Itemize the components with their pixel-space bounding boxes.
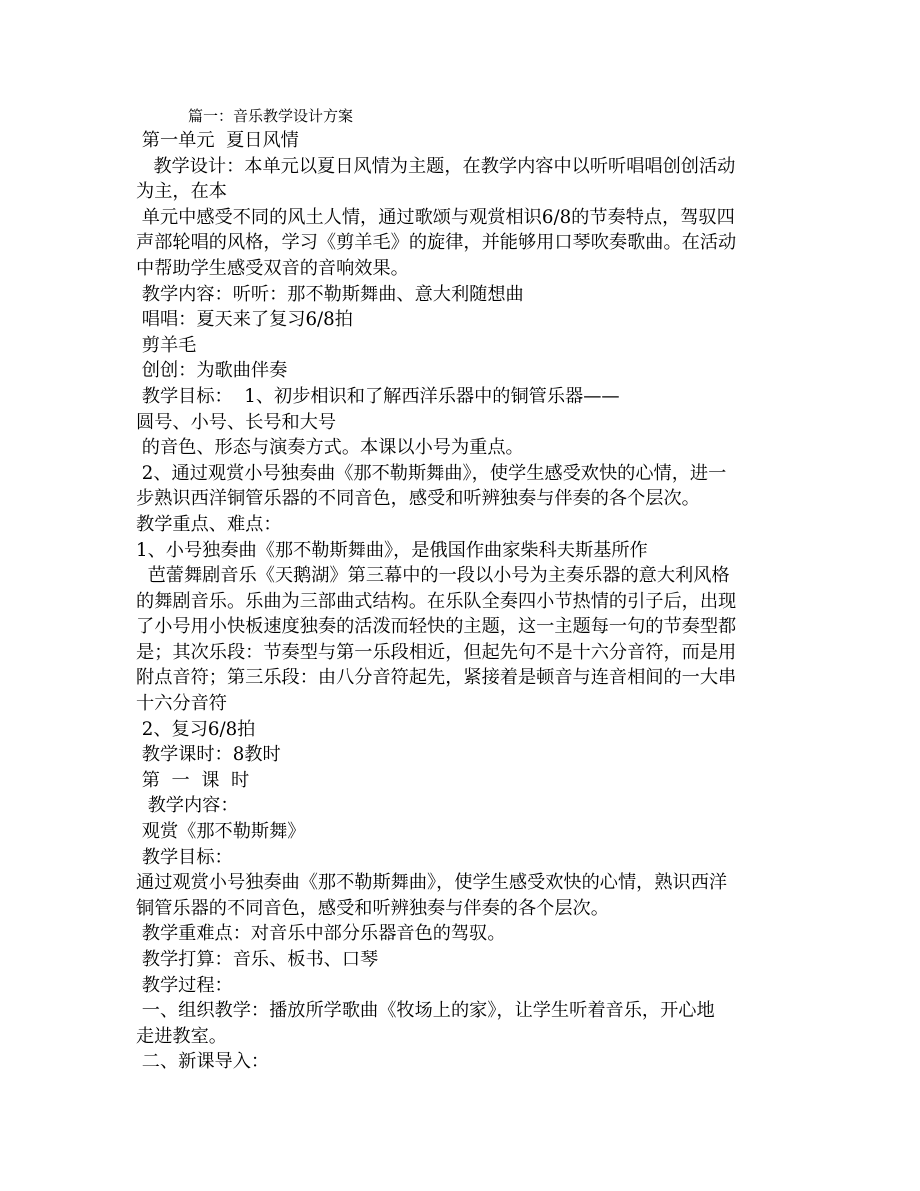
text-line: 教学目标： 1、初步相识和了解西洋乐器中的铜管乐器—— bbox=[136, 385, 620, 407]
text-line: 的音色、形态与演奏方式。本课以小号为重点。 bbox=[136, 437, 524, 459]
text-line: 2、通过观赏小号独奏曲《那不勒斯舞曲》，使学生感受欢快的心情，进一 bbox=[136, 462, 727, 484]
text-line: 声部轮唱的风格，学习《剪羊毛》的旋律，并能够用口琴吹奏歌曲。在活动 bbox=[136, 232, 737, 254]
text-line: 芭蕾舞剧音乐《天鹅湖》第三幕中的一段以小号为主奏乐器的意大利风格 bbox=[136, 565, 730, 587]
text-line: 第一单元 夏日风情 bbox=[136, 130, 299, 151]
text-line: 十六分音符 bbox=[136, 693, 227, 715]
text-line: 教学打算：音乐、板书、口琴 bbox=[136, 949, 379, 970]
text-line: 教学课时：8教时 bbox=[136, 744, 281, 766]
text-line: 了小号用小快板速度独奏的活泼而轻快的主题，这一主题每一句的节奏型都 bbox=[136, 616, 737, 638]
text-line: 唱唱：夏天来了复习6/8拍 bbox=[136, 309, 353, 331]
text-line: 2、复习6/8拍 bbox=[136, 718, 256, 740]
text-line: 是；其次乐段：节奏型与第一乐段相近，但起先句不是十六分音符，而是用 bbox=[136, 641, 737, 663]
text-line: 铜管乐器的不同音色，感受和听辨独奏与伴奏的各个层次。 bbox=[136, 897, 609, 919]
text-line: 附点音符；第三乐段：由八分音符起先，紧接着是顿音与连音相间的一大串 bbox=[136, 667, 737, 689]
document-body bbox=[136, 128, 796, 1075]
text-line: 走进教室。 bbox=[136, 1025, 227, 1047]
text-line: 为主，在本 bbox=[136, 181, 227, 203]
document-heading: 篇一：音乐教学设计方案 bbox=[188, 107, 354, 125]
text-line: 的舞剧音乐。乐曲为三部曲式结构。在乐队全奏四小节热情的引子后，出现 bbox=[136, 590, 737, 612]
text-line: 教学重难点：对音乐中部分乐器音色的驾驭。 bbox=[136, 923, 506, 945]
text-line: 单元中感受不同的风土人情，通过歌颂与观赏相识6/8的节奏特点，驾驭四 bbox=[136, 206, 735, 228]
text-line: 剪羊毛 bbox=[136, 334, 197, 356]
text-line: 教学重点、难点： bbox=[136, 513, 282, 535]
text-line: 教学过程： bbox=[136, 974, 233, 996]
text-line: 圆号、小号、长号和大号 bbox=[136, 411, 337, 433]
text-line: 教学内容： bbox=[136, 795, 239, 817]
text-line: 中帮助学生感受双音的音响效果。 bbox=[136, 257, 409, 279]
text-line: 步熟识西洋铜管乐器的不同音色，感受和听辨独奏与伴奏的各个层次。 bbox=[136, 488, 700, 510]
text-line: 教学设计：本单元以夏日风情为主题，在教学内容中以听听唱唱创创活动 bbox=[136, 155, 736, 177]
text-line: 一、组织教学：播放所学歌曲《牧场上的家》，让学生听着音乐，开心地 bbox=[136, 1000, 715, 1022]
text-line: 创创：为歌曲伴奏 bbox=[136, 360, 288, 382]
text-line: 教学内容：听听：那不勒斯舞曲、意大利随想曲 bbox=[136, 283, 524, 305]
text-line: 通过观赏小号独奏曲《那不勒斯舞曲》，使学生感受欢快的心情，熟识西洋 bbox=[136, 872, 728, 894]
text-line: 观赏《那不勒斯舞》 bbox=[136, 821, 306, 843]
text-line: 第 一 课 时 bbox=[136, 769, 250, 791]
text-line: 教学目标： bbox=[136, 846, 233, 868]
text-line: 二、新课导入： bbox=[136, 1051, 270, 1073]
text-line: 1、小号独奏曲《那不勒斯舞曲》，是俄国作曲家柴科夫斯基所作 bbox=[136, 539, 648, 561]
